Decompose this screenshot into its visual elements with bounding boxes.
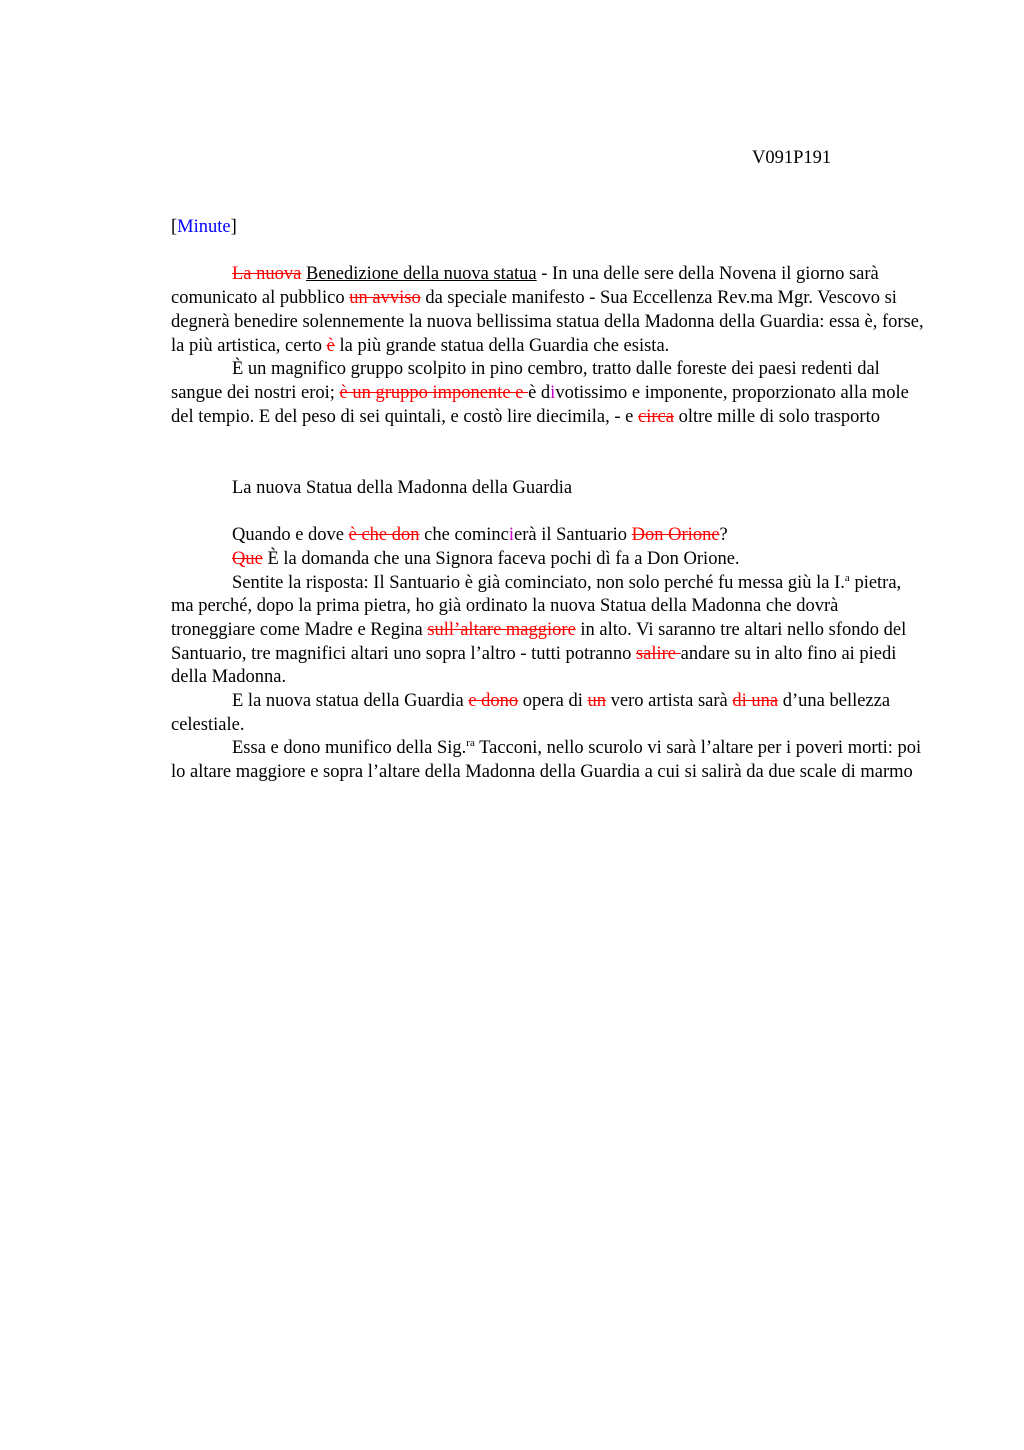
- text-run: che cominc: [419, 525, 509, 546]
- paragraph-7: [171, 737, 927, 784]
- deletion: Que: [232, 548, 263, 569]
- text-run: vero artista sarà: [606, 691, 733, 712]
- text-run: - In una delle sere della Novena il giorno sarà comunicato al pubblico: [171, 264, 879, 309]
- paragraph-title: Benedizione della nuova statua: [305, 264, 537, 285]
- document-body: [171, 216, 927, 785]
- text-run: Quando e dove: [232, 525, 349, 546]
- text-run: andare su in alto fino ai piedi della Madonna.: [171, 643, 897, 688]
- text-run: pietra, ma perché, dopo la prima pietra, ho già ordinato la nuova Statua della Madonna che dovrà troneggiare come Madre e Regina: [171, 572, 902, 640]
- text-run: E la nuova statua della Guardia: [232, 691, 469, 712]
- deletion: un: [587, 691, 607, 712]
- paragraph-3: [171, 524, 927, 548]
- text-run: è d: [528, 382, 551, 403]
- section-close-bracket: ]: [230, 217, 237, 237]
- section-heading: La nuova Statua della Madonna della Guardia: [232, 477, 573, 498]
- insertion: i: [508, 525, 515, 546]
- text-run: votissimo e imponente, proporzionato alla mole del tempio. E del peso di sei quintali, e costò lire diecimila, - e: [171, 382, 909, 427]
- superscript: ra: [466, 737, 475, 750]
- text-run: Essa e dono munifico della Sig.: [232, 738, 467, 759]
- paragraph-6: [171, 690, 927, 737]
- text-run: in alto. Vi saranno tre altari nello sfondo del Santuario, tre magnifici altari uno sopra l’altro - tutti potranno: [171, 619, 907, 664]
- deletion: di una: [732, 691, 779, 712]
- text-run: ?: [719, 525, 728, 546]
- deletion: è che don: [348, 525, 420, 546]
- text-run: opera di: [518, 691, 588, 712]
- section-label-text: Minute: [177, 217, 231, 237]
- text-run: da speciale manifesto - Sua Eccellenza Rev.ma Mgr. Vescovo si degnerà benedire solennemente la nuova bellissima statua della Madonna della Guardia: essa è, forse, la più artistica, certo: [171, 288, 924, 356]
- text-run: È la domanda che una Signora faceva pochi dì fa a Don Orione.: [262, 548, 740, 569]
- insertion: i: [550, 382, 556, 403]
- paragraph-2: [171, 358, 927, 429]
- paragraph-4: [171, 548, 927, 572]
- text-run: Sentite la risposta: Il Santuario è già cominciato, non solo perché fu messa giù la I.: [232, 572, 845, 593]
- deletion: sull’altare maggiore: [427, 619, 576, 640]
- section-open-bracket: [: [171, 217, 178, 237]
- deletion: salire: [635, 643, 681, 664]
- deletion: è un gruppo imponente e: [339, 382, 529, 403]
- text-run: erà il Santuario: [514, 525, 632, 546]
- deletion: è: [326, 335, 335, 356]
- section-label: [171, 216, 927, 240]
- paragraph-5: [171, 572, 927, 691]
- text-run: Tacconi, nello scurolo vi sarà l’altare per i poveri morti: poi lo altare maggiore e sopra l’altare della Madonna della Guardia a cui si salirà da due scale di marmo: [171, 738, 922, 783]
- deletion: un avviso: [349, 288, 421, 309]
- deletion: La nuova: [232, 264, 302, 285]
- text-run: la più grande statua della Guardia che esista.: [334, 335, 670, 356]
- deletion: circa: [638, 406, 674, 427]
- paragraph-1: [171, 263, 927, 358]
- deletion: Don Orione: [631, 525, 720, 546]
- document-id: V091P191: [752, 148, 832, 168]
- text-run: oltre mille di solo trasporto: [673, 406, 880, 427]
- deletion: e dono: [468, 691, 519, 712]
- text-run: È un magnifico gruppo scolpito in pino cembro, tratto dalle foreste dei paesi redenti dal sangue dei nostri eroi;: [171, 359, 880, 403]
- superscript: a: [844, 571, 850, 584]
- text-run: d’una bellezza celestiale.: [171, 691, 891, 735]
